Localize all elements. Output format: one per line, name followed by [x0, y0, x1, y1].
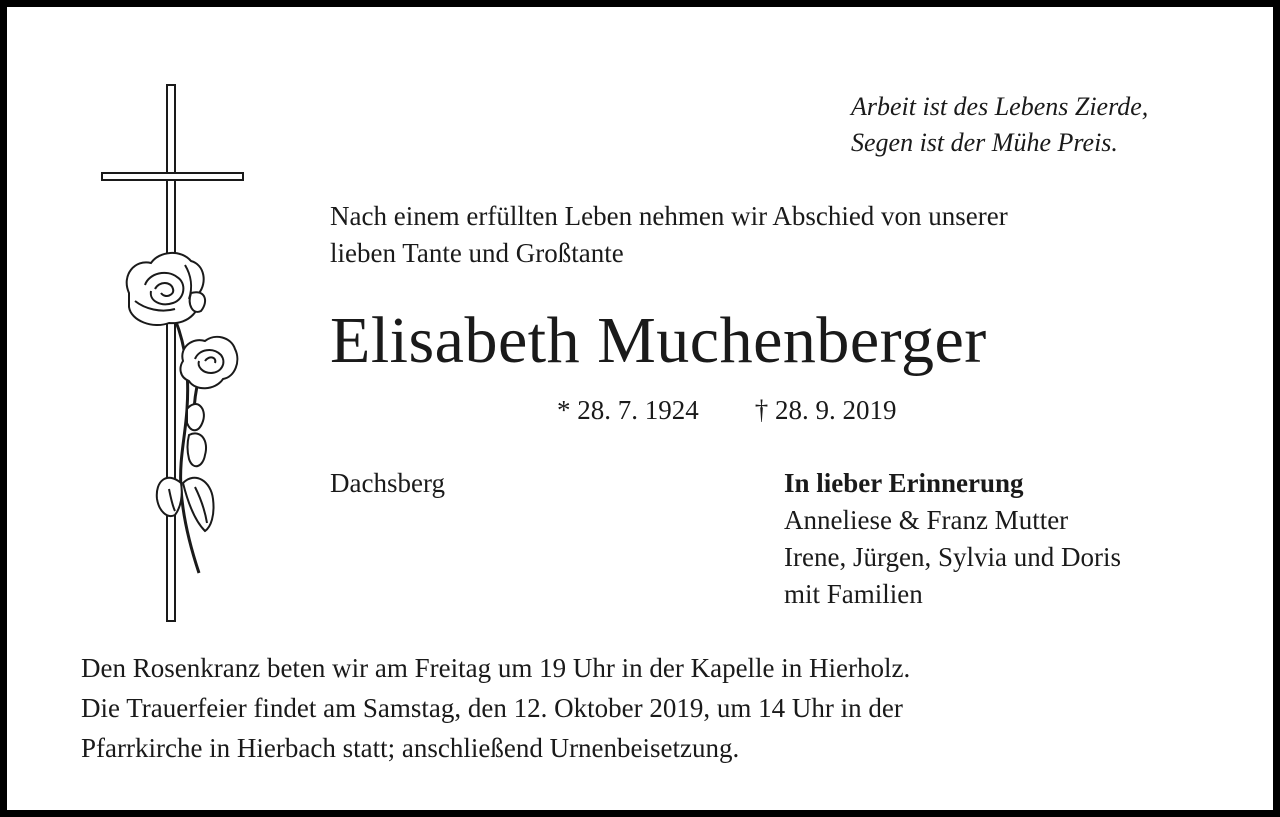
- life-dates: [557, 393, 897, 427]
- mourners-block: [784, 465, 1121, 613]
- birth-date: * 28. 7. 1924: [557, 395, 699, 425]
- mourner-line: mit Familien: [784, 579, 923, 609]
- cross-with-roses-icon: [95, 79, 245, 627]
- intro-line: Nach einem erfüllten Leben nehmen wir Abschied von unserer: [330, 201, 1008, 231]
- mourners-heading: In lieber Erinnerung: [784, 468, 1024, 498]
- funeral-notice: [81, 648, 910, 768]
- deceased-name: Elisabeth Muchenberger: [330, 304, 987, 377]
- death-date: † 28. 9. 2019: [754, 395, 897, 425]
- motto-quote: [851, 89, 1148, 161]
- motto-line: Arbeit ist des Lebens Zierde,: [851, 92, 1149, 121]
- mourner-line: Anneliese & Franz Mutter: [784, 505, 1069, 535]
- intro-text: [330, 198, 1008, 272]
- notice-line: Den Rosenkranz beten wir am Freitag um 19 Uhr in der Kapelle in Hierholz.: [81, 653, 911, 683]
- place-name: Dachsberg: [330, 468, 445, 498]
- motto-line: Segen ist der Mühe Preis.: [851, 128, 1118, 157]
- intro-line: lieben Tante und Großtante: [330, 238, 624, 268]
- mourner-line: Irene, Jürgen, Sylvia und Doris: [784, 542, 1121, 572]
- notice-line: Pfarrkirche in Hierbach statt; anschließend Urnenbeisetzung.: [81, 733, 740, 763]
- notice-line: Die Trauerfeier findet am Samstag, den 12. Oktober 2019, um 14 Uhr in der: [81, 693, 903, 723]
